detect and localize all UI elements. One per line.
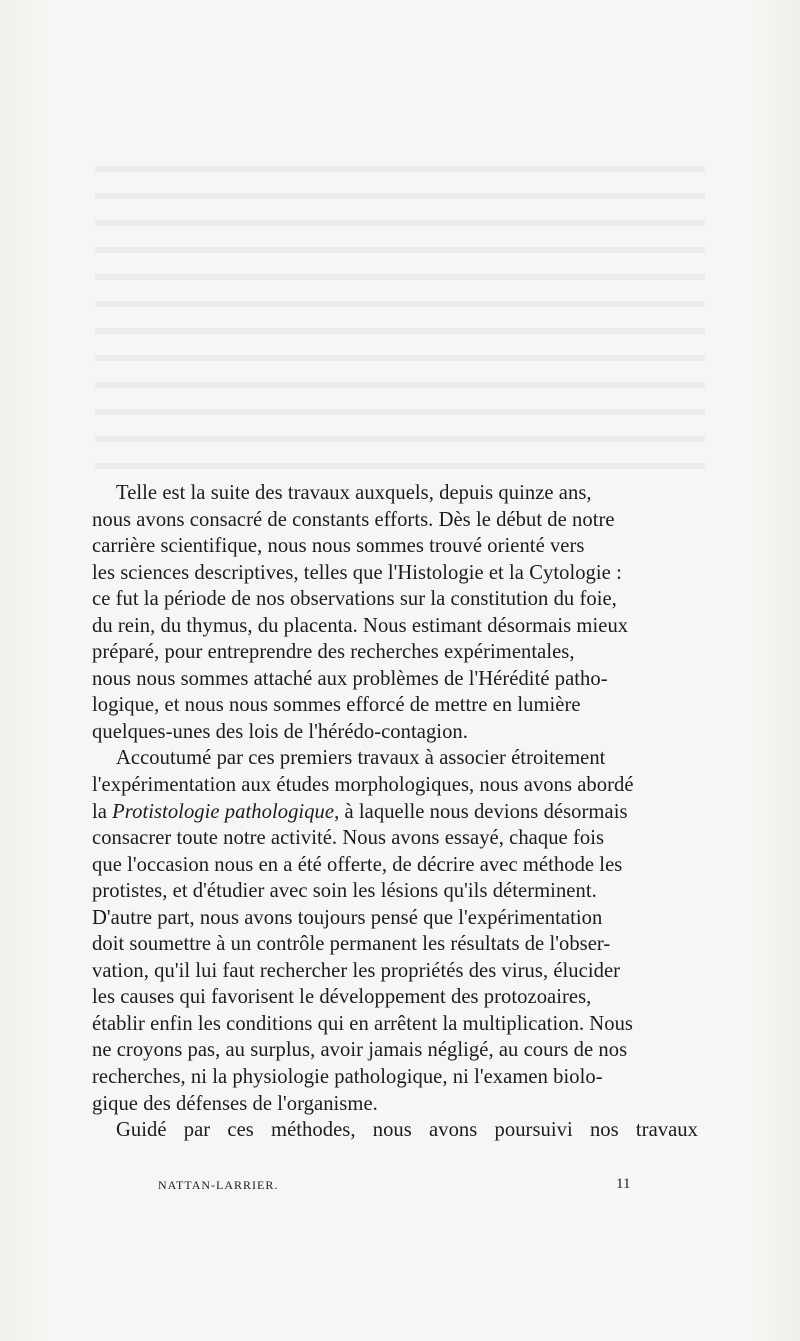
p2-line-12: ne croyons pas, au surplus, avoir jamais négligé, au cours de nos xyxy=(92,1039,628,1062)
p2-line-4: consacrer toute notre activité. Nous avons essayé, chaque fois xyxy=(92,827,605,850)
bleed-through-texture xyxy=(95,150,705,480)
paragraph-1 xyxy=(92,480,698,745)
p2-line-5: que l'occasion nous en a été offerte, de décrire avec méthode les xyxy=(92,853,623,876)
p2-line-1: Accoutumé par ces premiers travaux à associer étroitement xyxy=(116,747,606,770)
p2-line-2: l'expérimentation aux études morphologiques, nous avons abordé xyxy=(92,774,634,797)
p2-line-14: gique des défenses de l'organisme. xyxy=(92,1092,378,1115)
p2-line-7: D'autre part, nous avons toujours pensé que l'expérimentation xyxy=(92,906,603,929)
p3-line-1: Guidé par ces méthodes, nous avons poursuivi nos travaux xyxy=(116,1119,698,1142)
p2-line-3-end: , à laquelle nous devions désormais xyxy=(334,800,628,823)
italic-term: Protistologie pathologique xyxy=(112,800,335,823)
p2-line-8: doit soumettre à un contrôle permanent les résultats de l'obser- xyxy=(92,933,611,956)
p1-line-1: Telle est la suite des travaux auxquels, depuis quinze ans, xyxy=(116,482,592,504)
p2-line-6: protistes, et d'étudier avec soin les lésions qu'ils déterminent. xyxy=(92,880,597,903)
p1-line-4: les sciences descriptives, telles que l'Histologie et la Cytologie : xyxy=(92,561,622,584)
p2-line-13: recherches, ni la physiologie pathologique, ni l'examen biolo- xyxy=(92,1066,603,1089)
p1-line-10: quelques-unes des lois de l'hérédo-contagion. xyxy=(92,720,468,743)
p1-line-6: du rein, du thymus, du placenta. Nous estimant désormais mieux xyxy=(92,614,629,637)
paragraph-3 xyxy=(92,1117,698,1144)
sheet-number: 11 xyxy=(616,1176,631,1192)
p2-line-9: vation, qu'il lui faut rechercher les propriétés des virus, élucider xyxy=(92,959,621,982)
p1-line-7: préparé, pour entreprendre des recherches expérimentales, xyxy=(92,641,575,664)
body-text xyxy=(92,480,698,1144)
p1-line-8: nous nous sommes attaché aux problèmes de l'Hérédité patho- xyxy=(92,667,608,690)
p1-line-2: nous avons consacré de constants efforts. Dès le début de notre xyxy=(92,508,615,531)
signature-mark: NATTAN-LARRIER. xyxy=(158,1178,279,1192)
p1-line-9: logique, et nous nous sommes efforcé de mettre en lumière xyxy=(92,694,581,717)
p1-line-3: carrière scientifique, nous nous sommes trouvé orienté vers xyxy=(92,535,585,558)
p2-line-3-start: la xyxy=(92,800,113,823)
paragraph-2 xyxy=(92,745,698,1117)
p2-line-11: établir enfin les conditions qui en arrêtent la multiplication. Nous xyxy=(92,1012,633,1035)
p2-line-10: les causes qui favorisent le développement des protozoaires, xyxy=(92,986,592,1009)
page-footer xyxy=(0,1178,800,1202)
p1-line-5: ce fut la période de nos observations sur la constitution du foie, xyxy=(92,588,617,611)
